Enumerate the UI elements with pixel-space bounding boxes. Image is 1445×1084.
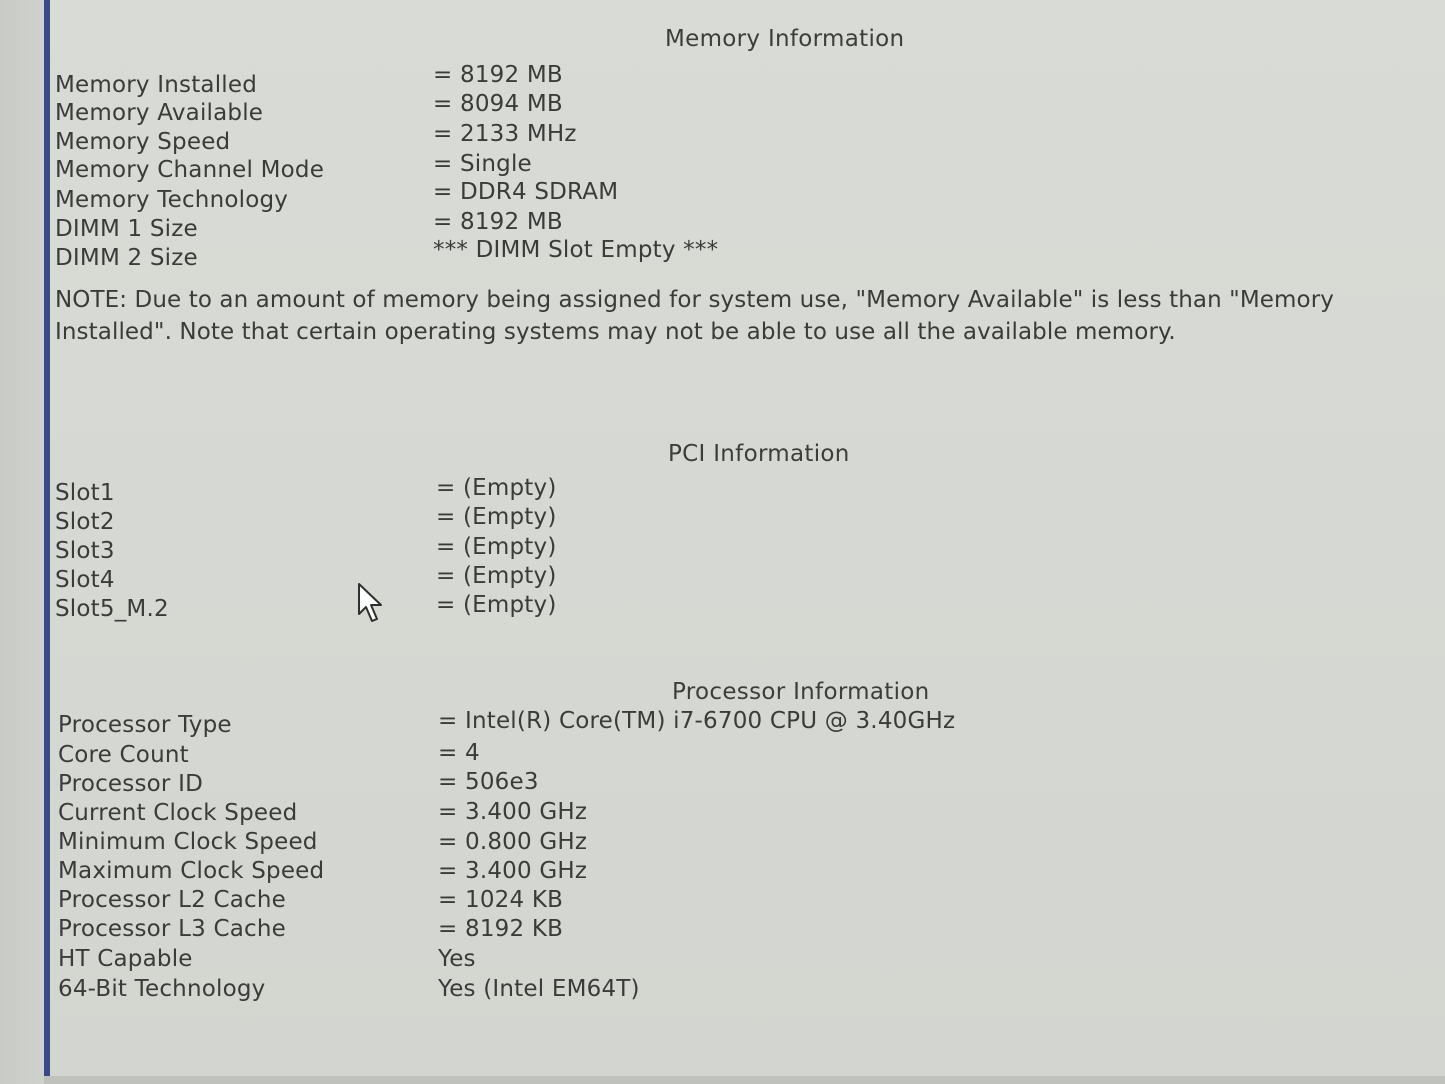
core-count-value: = 4 bbox=[438, 740, 480, 766]
memory-available-value: = 8094 MB bbox=[433, 91, 563, 117]
memory-speed-label: Memory Speed bbox=[55, 129, 231, 155]
64-bit-technology-value: Yes (Intel EM64T) bbox=[438, 976, 640, 1002]
system-information-panel[interactable] bbox=[50, 0, 1445, 1076]
mouse-pointer-icon bbox=[356, 582, 390, 624]
memory-speed-value: = 2133 MHz bbox=[433, 121, 577, 147]
memory-information-title: Memory Information bbox=[665, 26, 905, 52]
pci-information-title: PCI Information bbox=[668, 441, 850, 467]
dimm-2-size-value: *** DIMM Slot Empty *** bbox=[433, 237, 719, 263]
current-clock-speed-value: = 3.400 GHz bbox=[438, 799, 588, 825]
panel-bottom-border bbox=[44, 1076, 1445, 1084]
pci-slot-4-label: Slot4 bbox=[55, 567, 115, 593]
memory-available-label: Memory Available bbox=[55, 100, 264, 126]
pci-slot-5-m2-value: = (Empty) bbox=[436, 592, 557, 618]
pci-slot-5-m2-label: Slot5_M.2 bbox=[55, 596, 169, 622]
core-count-label: Core Count bbox=[58, 742, 189, 768]
pci-slot-4-value: = (Empty) bbox=[436, 563, 557, 589]
processor-type-label: Processor Type bbox=[58, 712, 232, 738]
dimm-2-size-label: DIMM 2 Size bbox=[55, 245, 198, 271]
pci-slot-1-label: Slot1 bbox=[55, 480, 115, 506]
processor-l3-cache-value: = 8192 KB bbox=[438, 916, 564, 942]
memory-note: NOTE: Due to an amount of memory being assigned for system use, "Memory Available" is less than "Memory Installed". Note that certain operating systems may not be able to use all the available memory. bbox=[55, 287, 1334, 345]
pci-slot-3-label: Slot3 bbox=[55, 538, 115, 564]
ht-capable-label: HT Capable bbox=[58, 946, 193, 972]
memory-installed-label: Memory Installed bbox=[55, 72, 258, 98]
memory-installed-value: = 8192 MB bbox=[433, 62, 563, 88]
minimum-clock-speed-label: Minimum Clock Speed bbox=[58, 829, 318, 855]
memory-technology-value: = DDR4 SDRAM bbox=[433, 179, 619, 205]
pci-slot-2-label: Slot2 bbox=[55, 509, 115, 535]
processor-id-label: Processor ID bbox=[58, 771, 203, 797]
maximum-clock-speed-label: Maximum Clock Speed bbox=[58, 858, 325, 884]
pci-slot-3-value: = (Empty) bbox=[436, 534, 557, 560]
screen-edge bbox=[0, 0, 44, 1084]
processor-l2-cache-value: = 1024 KB bbox=[438, 887, 564, 913]
minimum-clock-speed-value: = 0.800 GHz bbox=[438, 829, 588, 855]
memory-channel-mode-label: Memory Channel Mode bbox=[55, 157, 325, 183]
dimm-1-size-label: DIMM 1 Size bbox=[55, 216, 198, 242]
maximum-clock-speed-value: = 3.400 GHz bbox=[438, 858, 588, 884]
processor-l2-cache-label: Processor L2 Cache bbox=[58, 887, 286, 913]
ht-capable-value: Yes bbox=[438, 946, 476, 972]
64-bit-technology-label: 64-Bit Technology bbox=[58, 976, 266, 1002]
processor-id-value: = 506e3 bbox=[438, 769, 539, 795]
pci-slot-2-value: = (Empty) bbox=[436, 504, 557, 530]
current-clock-speed-label: Current Clock Speed bbox=[58, 800, 298, 826]
dimm-1-size-value: = 8192 MB bbox=[433, 209, 563, 235]
processor-information-title: Processor Information bbox=[672, 679, 930, 705]
memory-channel-mode-value: = Single bbox=[433, 151, 532, 177]
pci-slot-1-value: = (Empty) bbox=[436, 475, 557, 501]
processor-l3-cache-label: Processor L3 Cache bbox=[58, 916, 286, 942]
memory-technology-label: Memory Technology bbox=[55, 187, 289, 213]
processor-type-value: = Intel(R) Core(TM) i7-6700 CPU @ 3.40GHz bbox=[438, 708, 956, 734]
